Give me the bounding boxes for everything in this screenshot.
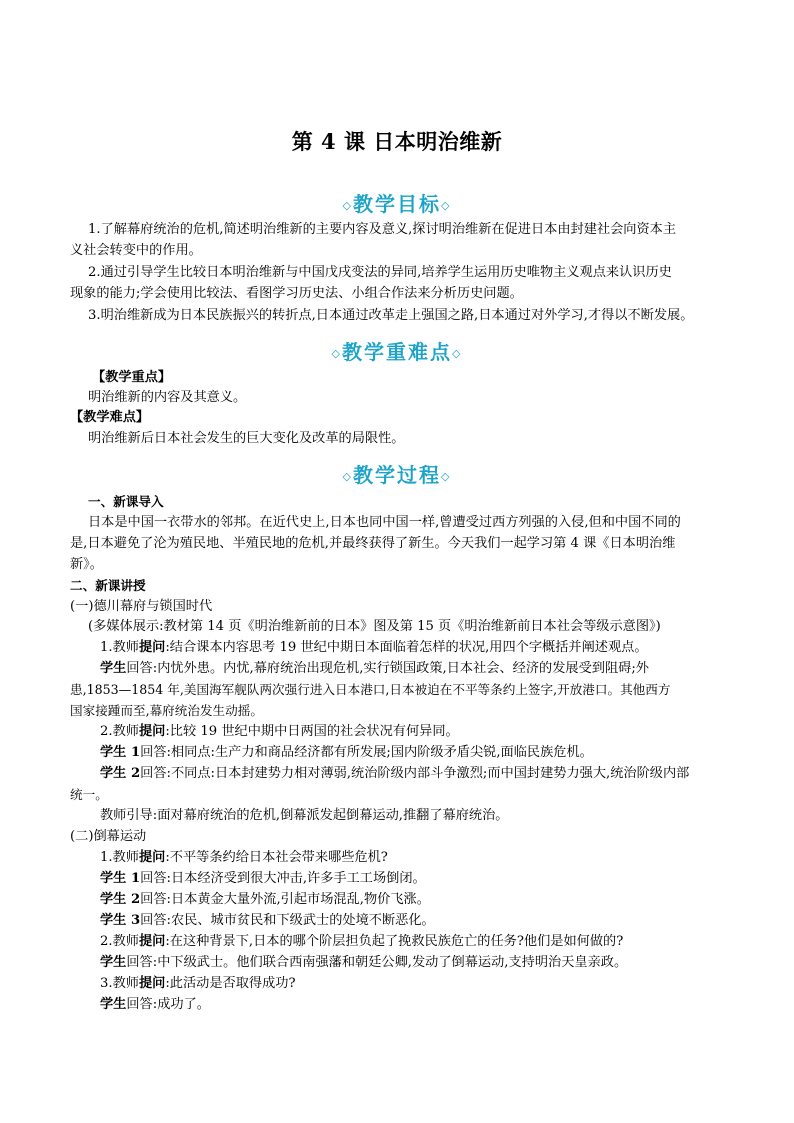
teacher-guide: 教师引导:面对幕府统治的危机,倒幕派发起倒幕运动,推翻了幕府统治。 xyxy=(100,808,509,823)
student-answer-line: 患,1853—1854 年,美国海军舰队两次强行进入日本港口,日本被迫在不平等条约上签字,开放港口。其他西方 xyxy=(70,682,671,697)
teacher-question: 2.教师提问:在这种背景下,日本的哪个阶层担负起了挽救民族危亡的任务?他们是如何做的? xyxy=(100,934,624,949)
teacher-question: 2.教师提问:比较 19 世纪中期中日两国的社会状况有何异同。 xyxy=(100,724,459,739)
diamond-icon: ◇ xyxy=(452,347,463,360)
objective-line: 1.了解幕府统治的危机,简述明治维新的主要内容及意义,探讨明治维新在促进日本由封建社会向资本主 xyxy=(88,222,677,237)
paragraph-line: 新》。 xyxy=(70,557,103,572)
teacher-question: 3.教师提问:此活动是否取得成功? xyxy=(100,976,296,991)
part-heading: 一、新课导入 xyxy=(88,494,164,509)
student-answer: 学生 2回答:不同点:日本封建势力相对薄弱,统治阶级内部斗争激烈;而中国封建势力强大,统治阶级内部 xyxy=(100,766,690,781)
objective-line: 2.通过引导学生比较日本明治维新与中国戊戌变法的异同,培养学生运用历史唯物主义观点来认识历史 xyxy=(88,265,672,280)
student-answer: 学生回答:成功了。 xyxy=(100,997,210,1012)
page-title: 第 4 课 日本明治维新 xyxy=(291,129,503,154)
student-answer: 学生 2回答:日本黄金大量外流,引起市场混乱,物价飞涨。 xyxy=(100,892,430,907)
section-heading-process: ◇教学过程◇ xyxy=(342,463,452,487)
part-heading: 二、新课讲授 xyxy=(70,578,146,593)
section-heading-objectives: ◇教学目标◇ xyxy=(342,192,452,216)
student-answer: 学生 1回答:相同点:生产力和商品经济都有所发展;国内阶级矛盾尖锐,面临民族危机。 xyxy=(100,745,593,760)
diamond-icon: ◇ xyxy=(441,199,452,212)
subsection-heading: (二)倒幕运动 xyxy=(70,829,147,844)
media-note: (多媒体展示:教材第 14 页《明治维新前的日本》图及第 15 页《明治维新前日本社会等级示意图》) xyxy=(88,619,661,634)
objective-line: 义社会转变中的作用。 xyxy=(70,243,202,258)
paragraph-line: 是,日本避免了沦为殖民地、半殖民地的危机,并最终获得了新生。今天我们一起学习第 4 课《日本明治维 xyxy=(70,536,676,551)
difficulty-label: 【教学难点】 xyxy=(70,410,150,425)
difficulty-text: 明治维新后日本社会发生的巨大变化及改革的局限性。 xyxy=(88,431,405,446)
teacher-question: 1.教师提问:不平等条约给日本社会带来哪些危机? xyxy=(100,850,388,865)
key-point-text: 明治维新的内容及其意义。 xyxy=(88,390,247,405)
objective-line: 现象的能力;学会使用比较法、看图学习历史法、小组合作法来分析历史问题。 xyxy=(70,286,523,301)
diamond-icon: ◇ xyxy=(441,470,452,483)
student-answer: 学生回答:内忧外患。内忧,幕府统治出现危机,实行锁国政策,日本社会、经济的发展受到阻碍;外 xyxy=(100,661,649,676)
student-answer-line: 统一。 xyxy=(70,787,108,802)
student-answer: 学生回答:中下级武士。他们联合西南强藩和朝廷公卿,发动了倒幕运动,支持明治天皇亲政。 xyxy=(100,955,628,970)
objective-line: 3.明治维新成为日本民族振兴的转折点,日本通过改革走上强国之路,日本通过对外学习,才得以不断发展。 xyxy=(88,308,694,323)
student-answer-line: 国家接踵而至,幕府统治发生动摇。 xyxy=(70,703,263,718)
paragraph-line: 日本是中国一衣带水的邻邦。在近代史上,日本也同中国一样,曾遭受过西方列强的入侵,但和中国不同的 xyxy=(88,515,681,530)
student-answer: 学生 3回答:农民、城市贫民和下级武士的处境不断恶化。 xyxy=(100,913,435,928)
student-answer: 学生 1回答:日本经济受到很大冲击,许多手工工场倒闭。 xyxy=(100,871,426,886)
diamond-icon: ◇ xyxy=(342,199,353,212)
key-point-label: 【教学重点】 xyxy=(92,370,172,385)
subsection-heading: (一)德川幕府与锁国时代 xyxy=(70,599,213,614)
diamond-icon: ◇ xyxy=(342,470,353,483)
section-heading-key-points: ◇教学重难点◇ xyxy=(331,340,463,364)
teacher-question: 1.教师提问:结合课本内容思考 19 世纪中期日本面临着怎样的状况,用四个字概括并阐述观点。 xyxy=(100,640,648,655)
diamond-icon: ◇ xyxy=(331,347,342,360)
